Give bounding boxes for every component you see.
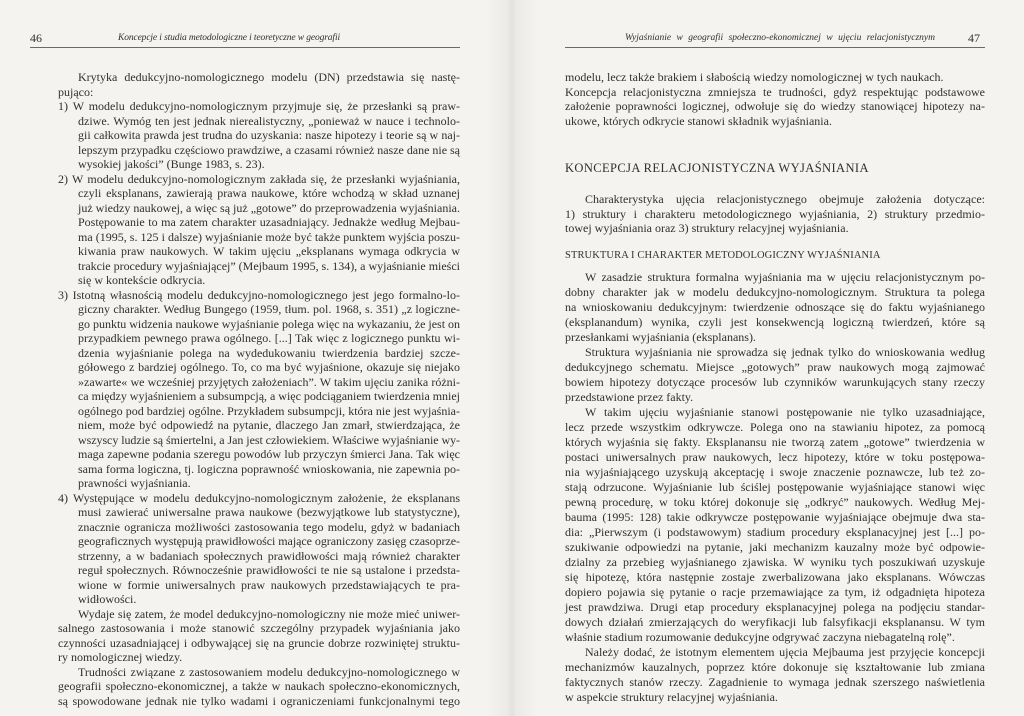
- text-line: (eksplanandum) wynika, czyli jest konsekwencją logiczną twierdzeń, które są: [565, 314, 985, 329]
- header-rule: [565, 47, 985, 48]
- text-line: lepszym przypadku częściowo prawdziwe, a czasami również nasze dane nie są: [78, 142, 461, 157]
- text-line: dzenia wyjaśnianie polega na wydedukowaniu twierdzenia bardziej szcze-: [78, 345, 460, 360]
- header-rule: [30, 47, 460, 48]
- text-line: Krytyka dedukcyjno-nomologicznego modelu (DN) przedstawia się nastę-: [78, 70, 460, 84]
- text-line: ry nomologicznej wiedzy.: [58, 650, 183, 664]
- text-line: mechanizmów kauzalnych, poprzez które dokonuje się kształtowanie lub zmiana: [565, 659, 985, 674]
- text-line: bowiem hipotezy dotyczące procesów lub czynników warunkujących stany rzeczy: [565, 374, 985, 389]
- text-line: nia wyjaśniającego uzyskują akceptację i swoje znaczenie poznawcze, lub też zo-: [565, 464, 985, 479]
- text-line: dowych działań zmierzających do weryfikacji lub falsyfikacji eksplanansu. W tym: [565, 614, 985, 629]
- text-line: towej wyjaśniania oraz 3) struktury relacyjnej wyjaśniania.: [565, 221, 849, 235]
- text-line: już wiedzy naukowej, a więc są już „gotowe” do przeprowadzenia wyjaśniania.: [78, 200, 460, 215]
- text-line: musi zawierać uniwersalne prawa naukowe (bezwyjątkowe lub statystyczne),: [78, 505, 460, 519]
- text-column: [565, 192, 985, 236]
- text-line: pująco:: [58, 84, 94, 99]
- text-line: widłowości.: [78, 592, 137, 606]
- text-line: przesłankami wyjaśniania (eksplanans).: [565, 329, 756, 344]
- text-line: go punktu widzenia naukowe wyjaśnianie polega więc na wykazaniu, że jest on: [78, 316, 460, 331]
- text-line: Struktura wyjaśniania nie sprowadza się jednak tylko do wnioskowania według: [585, 344, 985, 359]
- text-line: dedukcyjnego schematu. Miejsce „gotowych” praw naukowych mogą zajmować: [565, 359, 985, 374]
- paragraph: [58, 607, 460, 665]
- text-line: geograficznych występują prawidłowości mające ograniczony zasięg czasoprze-: [78, 534, 460, 548]
- text-line: trakcie procedury wyjaśniającej” (Mejbaum 1995, s. 134), a wyjaśnianie mieści: [78, 258, 460, 273]
- text-line: dzialny za przebieg wyjaśnianego zjawiska. W wyniku tych poszukiwań uzyskuje: [565, 554, 985, 569]
- text-line: ukowe, których odkrycie stanowi składnik wyjaśniania.: [565, 113, 832, 128]
- text-line: modelu, lecz także brakiem i słabością wiedzy nomologicznej w tych naukach.: [565, 70, 944, 84]
- text-line: dopiero pojawia się pytanie o racje przemawiające za tym, iż odgadnięta hipoteza: [565, 584, 985, 599]
- text-line: czynności uzasadniającej i odbywającej się na gruncie dobrze rozwiniętej struktu-: [58, 635, 460, 650]
- text-line: Postępowanie to ma zatem charakter uzasadniający. Jednakże według Mejbau-: [78, 215, 460, 229]
- text-line: bauma (1995: 128) takie odkrywcze postępowanie wyjaśniające obejmuje dwa sta-: [565, 509, 985, 524]
- list-item: [58, 172, 460, 288]
- text-line: Wydaje się zatem, że model dedukcyjno-nomologiczny nie może mieć uniwer-: [78, 606, 460, 621]
- text-line: się w kontekście odkrycia.: [78, 273, 206, 287]
- text-line: szukiwanie odpowiedzi na pytanie, jaki mechanizm kauzalny może być odpowie-: [565, 539, 985, 554]
- running-head: Wyjaśnianie w geografii społeczno-ekonomicznej w ujęciu relacjonistycznym: [625, 33, 935, 43]
- text-line: lecz przede wszystkim odkrywcze. Polega ono na stawianiu hipotez, za pomocą: [565, 419, 985, 434]
- page-number: 46: [30, 31, 42, 45]
- text-line: czyli eksplanans, zawierają prawa naukowe, które wchodzą w skład uznanej: [78, 186, 460, 200]
- text-line: giczny charakter. Według Bungego (1959, tłum. pol. 1968, s. 351) „z logiczne-: [78, 302, 460, 316]
- text-line: postaci uniwersalnych praw naukowych, lecz hipotezy, które w toku postępowa-: [565, 449, 985, 464]
- list-item: [58, 288, 460, 491]
- text-line: wszyscy ludzie są śmiertelni, a Jan jest człowiekiem. Właściwe wyjaśnianie wy-: [78, 432, 460, 447]
- text-line: gii całkowita prawda jest trudna do uzyskania: nasze hipotezy i teorie są w naj-: [78, 128, 460, 142]
- text-line: 4) Występujące w modelu dedukcyjno-nomologicznym założenie, że eksplanans: [58, 490, 460, 505]
- text-line: maga zapewne podania szeregu powodów lub przyczyn śmierci Jana. Tak więc: [78, 447, 460, 461]
- paragraph: [565, 345, 985, 405]
- list-item: [58, 99, 460, 172]
- text-line: pewną procedurę, w toku której dokonuje się „odkryć” naukowych. Według Mej-: [565, 494, 985, 509]
- text-line: »zawarte« we wcześniej przyjętych założeniach”. W takim ujęciu zanika różni-: [78, 374, 460, 389]
- text-line: na wnioskowaniu dedukcyjnym: twierdzenie odnoszące się do faktu wyjaśnianego: [565, 299, 985, 314]
- text-line: strzenny, a w badaniach społecznych prawidłowości mają również charakter: [78, 548, 460, 563]
- text-line: dia: „Pierwszym (i podstawowym) stadium procedury eksplanacyjnej jest [...] po-: [565, 524, 985, 539]
- paragraph: [565, 192, 985, 236]
- list-item: [58, 491, 460, 607]
- text-line: stają odrzucone. Wyjaśnianie lub ściślej postępowanie wyjaśniające stanowi więc: [565, 479, 985, 494]
- subsection-heading: STRUKTURA I CHARAKTER METODOLOGICZNY WYJAŚNIANIA: [565, 250, 881, 261]
- text-column: [565, 270, 985, 705]
- text-line: 3) Istotną własnością modelu dedukcyjno-nomologicznego jest jego formalno-lo-: [58, 287, 460, 302]
- text-line: jest prawdziwa. Drugi etap procedury eksplanacyjnej polega na podjęciu standar-: [565, 599, 985, 614]
- paragraph: [565, 270, 985, 345]
- text-line: ma (1995, s. 125 i dalsze) wyjaśnianie może być także punktem wyjścia poszu-: [78, 229, 460, 244]
- text-line: których wyjaśnia się fakty. Eksplanansu nie tworzą zatem „gotowe” twierdzenia w: [565, 434, 985, 449]
- text-line: 2) W modelu dedukcyjno-nomologicznym zakłada się, że przesłanki wyjaśniania,: [58, 171, 460, 186]
- text-line: znacznie ogranicza możliwości zastosowania tego modelu, gdyż w badaniach: [78, 519, 460, 534]
- text-line: są spowodowane jednak nie tylko wadami i ograniczeniami funkcjonalnymi tego: [58, 693, 460, 708]
- text-line: gółowego z bardziej ogólnego. To, co ma być wyjaśnione, okazuje się niejako: [78, 360, 460, 374]
- text-line: salnego zastosowania i może stanowić szczególny przypadek wyjaśniania jako: [58, 621, 460, 635]
- right-page: [512, 0, 1024, 716]
- text-line: wione w formie uniwersalnych praw naukowych przedstawiających te pra-: [78, 577, 460, 592]
- text-line: Koncepcja relacjonistyczna zmniejsza te trudności, gdyż respektując podstawowe: [565, 84, 985, 99]
- page-number: 47: [968, 31, 980, 45]
- text-line: założenie poprawności logicznej, odwołuje się do wiedzy stanowiącej hipotezy na-: [565, 99, 985, 113]
- text-line: Należy dodać, że istotnym elementem ujęcia Mejbauma jest przyjęcie koncepcji: [585, 644, 985, 659]
- text-line: 1) struktury i charakteru metodologicznego wyjaśniania, 2) struktury przedmio-: [565, 206, 985, 221]
- running-head: Koncepcje i studia metodologiczne i teoretyczne w geografii: [118, 33, 340, 43]
- paragraph: [565, 70, 985, 85]
- paragraph: [565, 645, 985, 705]
- text-line: sama forma logiczna, tj. logiczna poprawność wnioskowania, nie zapewnia po-: [78, 461, 460, 476]
- text-line: przedstawione przez fakty.: [565, 389, 694, 404]
- text-line: się hipotezę, która następnie zostaje zwerbalizowana jako eksplanans. Wówczas: [565, 569, 985, 584]
- paragraph: [565, 85, 985, 129]
- text-column: [58, 70, 460, 708]
- text-line: właśnie stadium rozumowanie dedukcyjne odgrywać zaczyna niebagatelną rolę”.: [565, 629, 955, 644]
- text-column: [565, 70, 985, 128]
- text-line: Charakterystyka ujęcia relacjonistycznego obejmuje założenia dotyczące:: [585, 192, 985, 206]
- text-line: ca między wyjaśnieniem a subsumpcją, a więc podciąganiem twierdzenia mniej: [78, 389, 460, 403]
- text-line: faktycznych stanów rzeczy. Zagadnienie to wymaga jednak szerszego naświetlenia: [565, 674, 985, 689]
- text-line: ogólnego pod bardziej ogólne. Przykładem subsumpcji, która nie jest wyjaśnia-: [78, 403, 460, 418]
- text-line: geografii społeczno-ekonomicznej, a także w naukach społeczno-ekonomicznych,: [58, 679, 460, 693]
- text-line: wysokiej jakości” (Bunge 1983, s. 23).: [78, 157, 265, 171]
- text-line: prawności wyjaśniania.: [78, 476, 191, 490]
- paragraph: [58, 70, 460, 99]
- text-line: przypadkiem pewnego prawa ogólnego. [...] Tak więc z logicznego punktu wi-: [78, 331, 460, 345]
- text-line: w aspekcie struktury relacyjnej wyjaśniania.: [565, 689, 778, 704]
- paragraph: [565, 405, 985, 645]
- text-line: reguł społecznych. Równocześnie prawidłowości te nie są ustalone i przedsta-: [78, 563, 460, 577]
- text-line: dziwe. Wymóg ten jest jednak nierealistyczny, „ponieważ w nauce i technolo-: [78, 113, 460, 128]
- text-line: Trudności związane z zastosowaniem modelu dedukcyjno-nomologicznego w: [78, 664, 460, 679]
- text-line: 1) W modelu dedukcyjno-nomologicznym przyjmuje się, że przesłanki są praw-: [58, 99, 460, 113]
- text-line: kiwania praw naukowych. W takim ujęciu „eksplanans wymaga odkrycia w: [78, 244, 460, 258]
- text-line: W zasadzie struktura formalna wyjaśniania ma w ujęciu relacjonistycznym po-: [585, 269, 985, 284]
- section-heading: KONCEPCJA RELACJONISTYCZNA WYJAŚNIANIA: [565, 161, 869, 175]
- text-line: dobny charakter jak w modelu dedukcyjno-nomologicznym. Struktura ta polega: [565, 284, 985, 299]
- text-line: niem, może być odpowiedź na pytanie, dlaczego Jan zmarł, stwierdzająca, że: [78, 418, 460, 432]
- paragraph: [58, 665, 460, 709]
- text-line: W takim ujęciu wyjaśnianie stanowi postępowanie nie tylko uzasadniające,: [585, 404, 985, 419]
